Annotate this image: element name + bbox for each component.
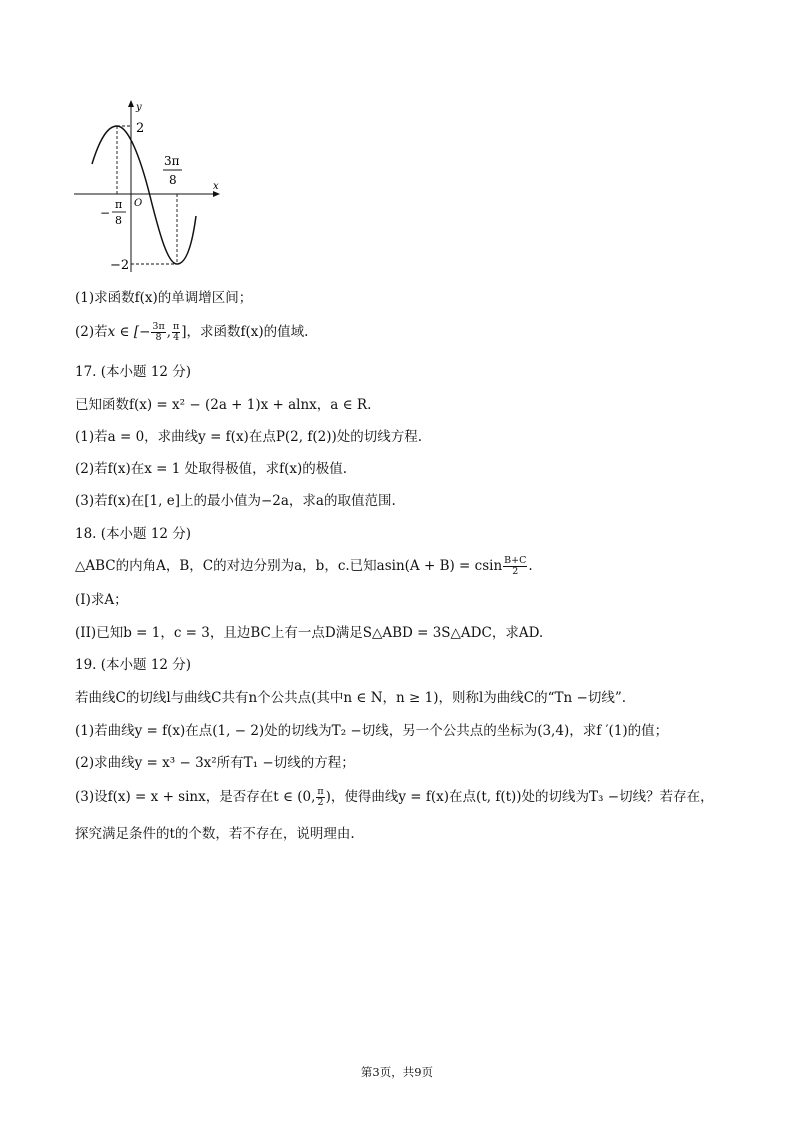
q19-part2: (2)求曲线y = x³ − 3x²所有T₁ −切线的方程；	[75, 755, 355, 771]
x-axis-label: x	[213, 181, 219, 192]
q19-stem: 若曲线C的切线l与曲线C共有n个公共点(其中n ∈ N，n ≥ 1)，则称l为曲线C的“Tn −切线”.	[75, 690, 627, 706]
q18-stem-b: .	[528, 558, 533, 574]
q16-frac1-num: 3π	[152, 321, 165, 332]
x-left-num: π	[115, 198, 123, 211]
q19-header: 19. (本小题 12 分)	[75, 657, 192, 673]
page-footer: 第3页，共9页	[360, 1065, 434, 1079]
x-right-den: 8	[169, 173, 177, 187]
q19-frac	[316, 787, 324, 808]
q18-stem-a: △ABC的内角A，B，C的对边分别为a，b，c.已知asin(A + B) = csin	[75, 558, 503, 574]
q16-frac2-num: π	[173, 321, 180, 332]
q16-part1: (1)求函数f(x)的单调增区间；	[75, 290, 253, 306]
q19-part1: (1)若曲线y = f(x)在点(1, − 2)处的切线为T₂ −切线，另一个公共点的坐标为(3,4)，求f ′(1)的值；	[75, 723, 669, 739]
q16-frac2	[172, 322, 180, 343]
q16-part2	[75, 322, 308, 343]
y-axis-label: y	[136, 102, 142, 113]
q16-part2-d: ]，求函数f(x)的值域.	[181, 324, 309, 340]
sine-graph	[70, 96, 230, 276]
q17-part1: (1)若a = 0，求曲线y = f(x)在点P(2, f(2))处的切线方程.	[75, 429, 423, 445]
q18-frac-num: B+C	[504, 555, 527, 566]
q19-part3-a: (3)设f(x) = x + sinx，是否存在t ∈ (0,	[75, 789, 316, 805]
y-max-label: 2	[136, 121, 145, 136]
q19-frac-num: π	[317, 786, 324, 797]
q16-frac1-den: 8	[155, 332, 162, 343]
q17-stem: 已知函数f(x) = x² − (2a + 1)x + alnx，a ∈ R.	[75, 397, 372, 413]
q19-part3-cont: 探究满足条件的t的个数，若不存在，说明理由.	[75, 826, 355, 842]
q16-part2-a: (2)若	[75, 324, 108, 340]
curve	[92, 126, 196, 264]
q16-frac1	[151, 322, 165, 343]
x-right-num: 3π	[164, 154, 180, 168]
q16-frac2-den: 4	[173, 332, 180, 343]
q17-part3: (3)若f(x)在[1, e]上的最小值为−2a，求a的取值范围.	[75, 493, 396, 509]
q19-part3-b: )，使得曲线y = f(x)在点(t, f(t))处的切线为T₃ −切线？若存在，	[325, 789, 714, 805]
q16-part2-c: ,	[166, 324, 171, 340]
origin-label: O	[134, 198, 143, 209]
q19-part3	[75, 787, 714, 808]
q17-header: 17. (本小题 12 分)	[75, 364, 192, 380]
y-axis-arrow	[128, 100, 134, 107]
x-left-sign: −	[100, 206, 111, 220]
q18-frac-den: 2	[512, 566, 519, 577]
q18-stem	[75, 556, 533, 577]
q18-part2: (II)已知b = 1，c = 3，且边BC上有一点D满足S△ABD = 3S△ADC，求AD.	[75, 625, 544, 641]
q19-frac-den: 2	[317, 797, 324, 808]
q17-part2: (2)若f(x)在x = 1 处取得极值，求f(x)的极值.	[75, 461, 348, 477]
q18-frac	[503, 556, 527, 577]
q18-part1: (I)求A；	[75, 592, 128, 608]
q16-part2-b: x ∈ [−	[107, 324, 151, 340]
y-min-label: −2	[110, 258, 130, 273]
x-left-den: 8	[115, 214, 122, 227]
q18-header: 18. (本小题 12 分)	[75, 526, 192, 542]
